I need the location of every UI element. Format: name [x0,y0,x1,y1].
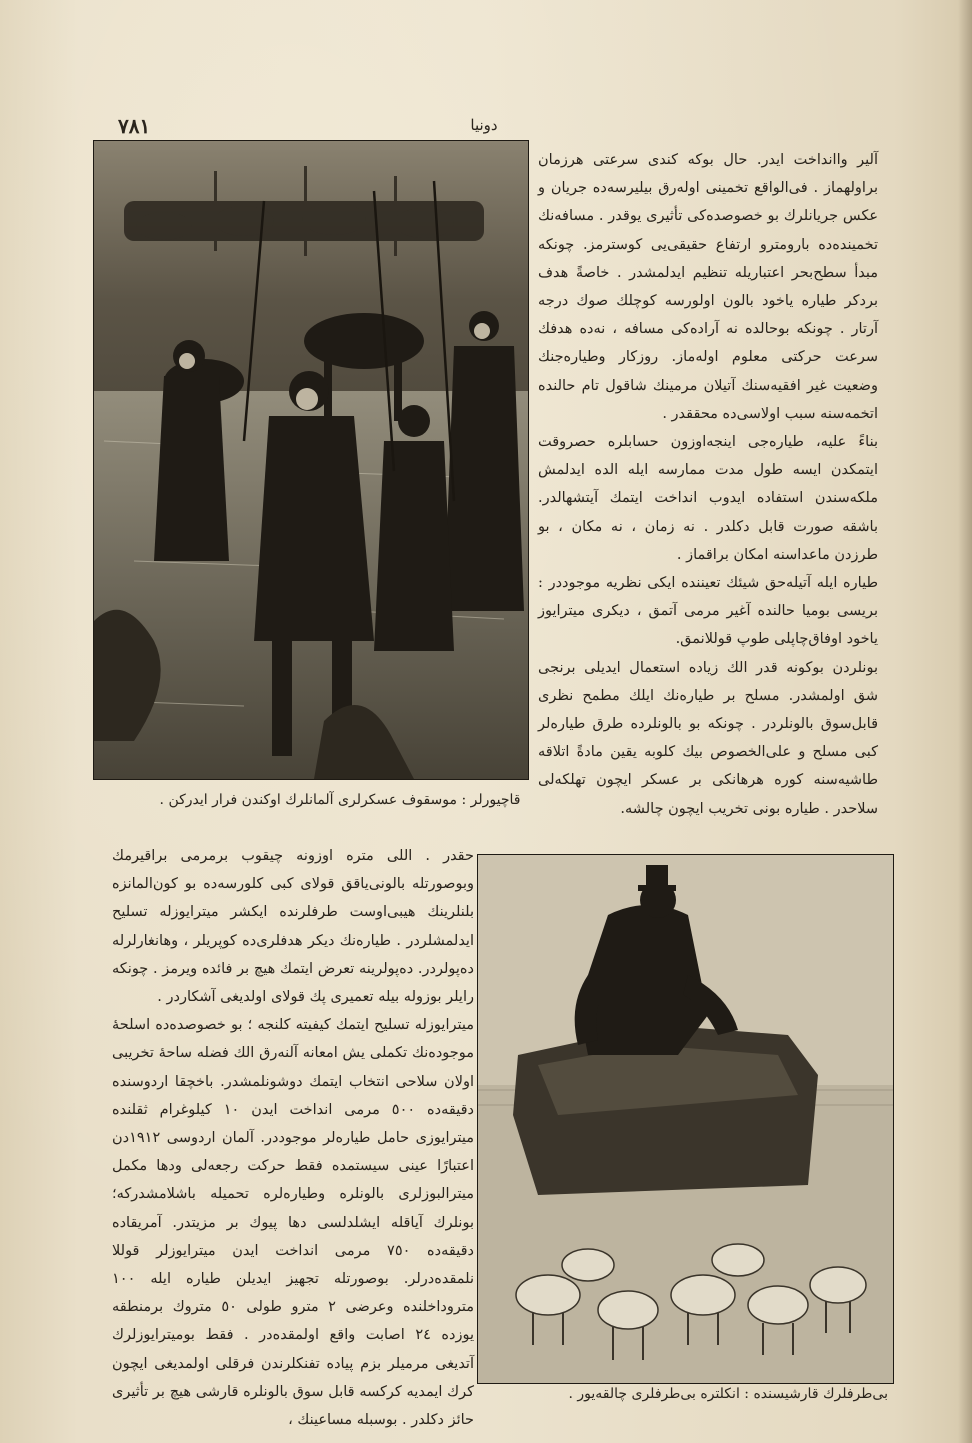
paragraph: بناءً عليه، طياره‌جى اينجه‌اوزون حسابلره حصروقت ايتمكدن ايسه طول مدت ممارسه ايله الده ايدلمش ملكه‌سندن استفاده ايدوب انداخت ايتمك آيتشهالدر. باشقه صورت قابل دكلدر . نه زمان ، نه مكان ، بو طرزدن ماعداسنه امكان براقماز . [538,434,878,563]
article-column-bottom-left [112,842,474,1434]
cartoon-drawing [478,855,893,1383]
paragraph: حقدر . اللى متره اوزونه چيقوب برمرمى براقيرمك وبوصورتله بالونى‌ياقق قولاى كبى كلورسه‌ده بو كون‌المانزه بلنلرينك هيبى‌اوست طرفلرنده ايكشر ميترايوزله تسليح ايدلمشلردر . طياره‌نك ديكر هدفلرى‌ده كوپريلر ، وهانغارلرله ده‌پولردر. ده‌پولرينه تعرض ايتمك هيچ بر فائده ويرمز . چونكه رايلر بوزوله بيله تعميرى پك قولاى اولديغى آشكاردر . [112,848,474,1006]
cartoon-illustration [477,854,894,1384]
figure-2-caption: بى‌طرفلرك قارشيسنده : انكلتره بى‌طرفلرى چالقه‌يور . [568,1386,888,1402]
paragraph: ميترايوزله تسليح ايتمك كيفيته كلنجه ؛ بو خصوصده‌ده اسلحهٔ موجوده‌نك تكملى يش امعانه آلنه‌رق الك فضله ساحهٔ تخريبى اولان سلاحى انتخاب ايتمك دوشونلمشدر. باخچقا اردوسنده دقيقه‌ده ٥٠٠ مرمى انداخت ايدن ١٠ كيلوغرام ثقلنده ميترايوزى حامل طياره‌لر موجوددر. آلمان اردوسى ١٩١٢دن اعتبارًا عينى سيستمده فقط حركت رجعه‌لى ودها مكمل ميترالبوزلرى بالونلره وطياره‌لره تحميله باشلامشدركه؛ بونلرك آياقله ايشلدلسى دها پيوك بر مزيتدر. آمريقاده دقيقه‌ده ٧٥٠ مرمى انداخت ايدن ميترايوزلر قوللا نلمقده‌درلر. بوصورتله تجهيز ايديلن طياره ايله ١٠٠ متروداخلنده وعرضى ٢ مترو طولى ٥٠ متروك برمنطقه يوزده ٢٤ اصابت واقع اولمقده‌در . فقط بوميترايوزلرك آتديغى مرميلر بزم پياده تفنكلرندن فرقلى اولمديغى ايچون كرك ايمديه كركسه قابل سوق بالونلره قارشى هيچ بر تأثيرى حائز دكلدر . بوسبله مساعينك ، [112,1017,475,1429]
soldiers-drawing [94,141,528,779]
paragraph: طياره ايله آتيله‌حق شيئك تعيننده ايكى نظريه موجوددر : بريسى بوميا حالنده آغير مرمى آتمق ، ديكرى ميترايوز ياخود اوفاق‌چاپلى طوپ قوللانمق. [538,575,878,648]
article-column-top-right [538,146,878,823]
paragraph: بونلردن بوكونه قدر الك زياده استعمال ايديلى برنجى شق اولمشدر. مسلح بر طياره‌نك ايلك مطمح نظرى قابل‌سوق بالونلردر . چونكه بو بالونلرده طرق طياره‌لر كبى مسلح و على‌الخصوص بيك كلوبه يقين مادةً اتلاقه طاشيه‌سنه كوره هرهانكى بر عسكر ايچون تهلكه‌لى سلاحدر . طياره بونى تخريب ايچون چالشه. [538,659,878,817]
paragraph: آلير واانداخت ايدر. حال بوكه كندى سرعتى هرزمان براولهماز . فى‌الواقع تخمينى اوله‌رق بيليرسه‌ده جريان و عكس جريانلرك بو خصوصده‌كى تأثيرى يوقدر . مسافه‌نك تخمينده‌ده بارومترو ارتفاع حقيقى‌يى كوسترمز. چونكه مبدأ سطح‌بحر اعتباريله تنظيم ايدلمشدر . خاصةً هدف بردكر طياره ياخود بالون اولورسه كوچلك صوك درجه آرتار . چونكه بوحالده نه آراده‌كى مسافه ، نه‌ده هدفك سرعت حركتى معلوم اوله‌ماز. روزكار وطياره‌جنك وضعيت غير افقيه‌سنك آتيلان مرمينك شاقول تام حالنده اتخمه‌سنه سبب اولاسى‌ده محققدر . [538,152,878,422]
running-title: دونيا [470,116,498,134]
page-number: ٧٨١ [118,114,151,138]
figure-1-caption: قاچيورلر : موسقوف عسكرلرى آلمانلرك اوكندن فرار ايدركن . [159,792,521,808]
page-edge-shadow [958,0,972,1443]
soldiers-illustration [93,140,529,780]
